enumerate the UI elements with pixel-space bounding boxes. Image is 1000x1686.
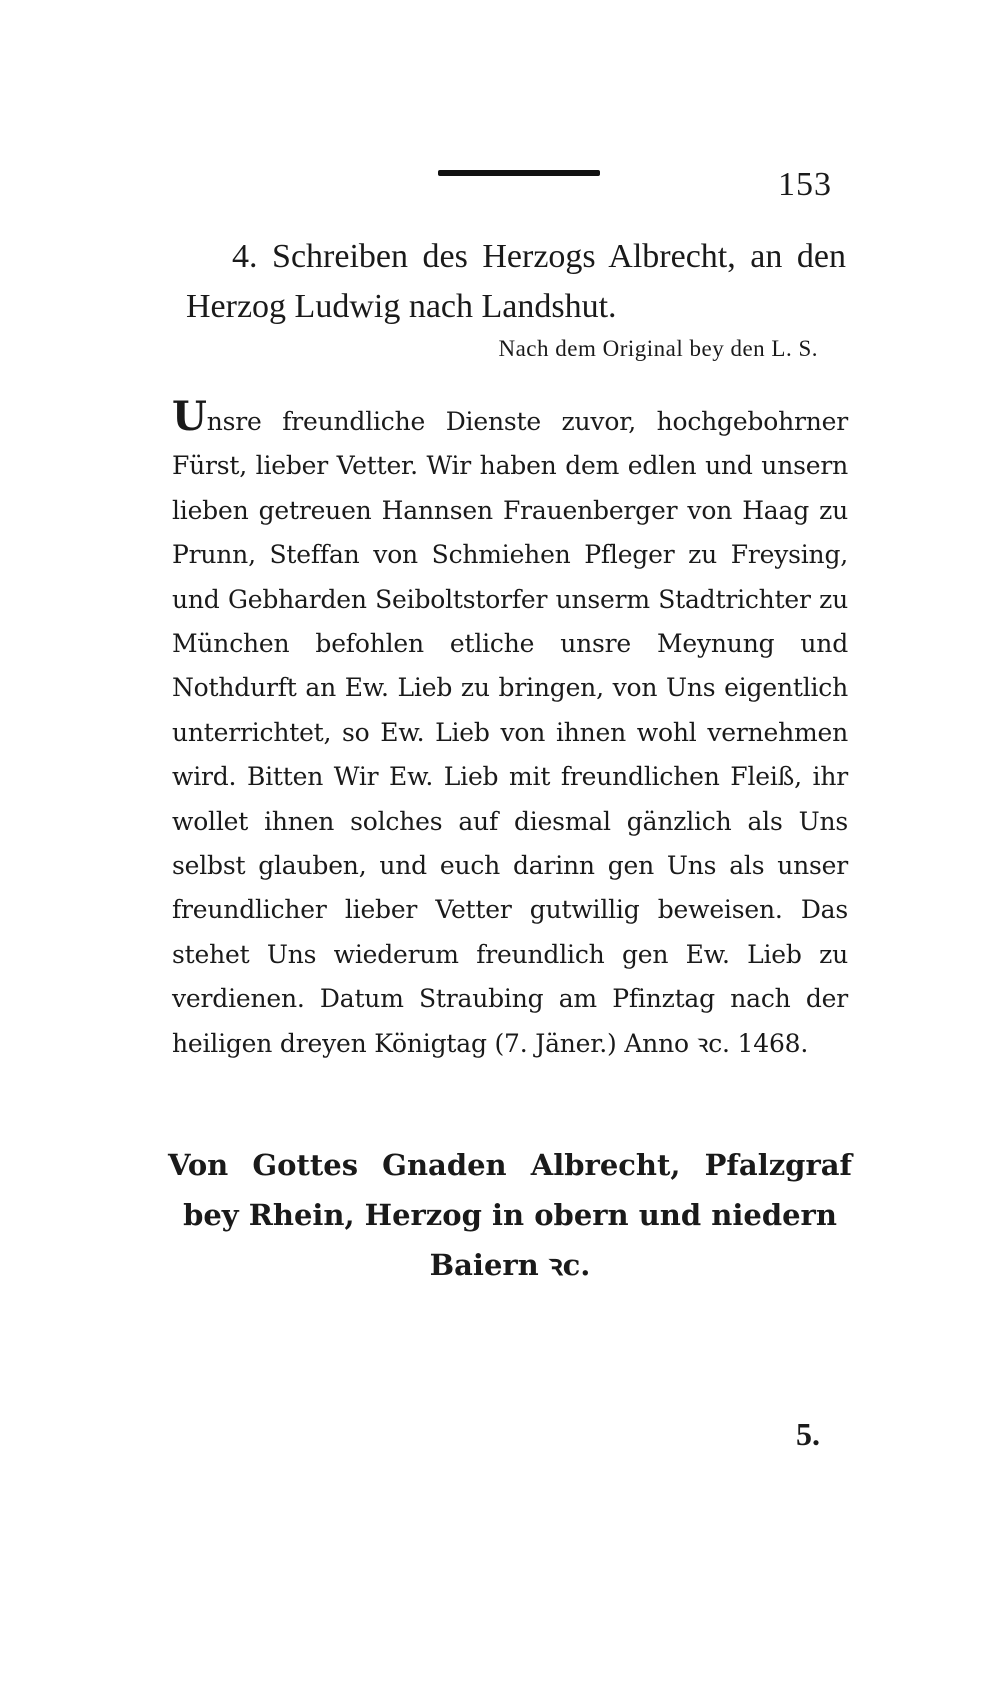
header-rule [438, 170, 600, 176]
signature-block [168, 1140, 852, 1290]
signature-line-3: Baiern ꝛc. [429, 1248, 591, 1282]
source-note: Nach dem Original bey den L. S. [498, 336, 818, 361]
signature-line-2: bey Rhein, Herzog in obern und niedern [183, 1198, 837, 1232]
signature-line-1: Von Gottes Gnaden Albrecht, Pfalzgraf [168, 1148, 852, 1182]
catchword: 5. [796, 1416, 820, 1452]
drop-initial: U [172, 393, 207, 440]
document-heading: 4. Schreiben des Herzogs Albrecht, an den Herzog Ludwig nach Landshut. [186, 238, 846, 325]
page-number: 153 [778, 166, 832, 203]
letter-body [172, 393, 848, 1066]
letter-text: nsre freundliche Dienste zuvor, hochgebohrner Fürst, lieber Vetter. Wir haben dem edlen und unsern lieben getreuen Hannsen Frauenberger von Haag zu Prunn, Steffan von Schmiehen Pfleger zu Freysing, und Gebharden Seiboltstorfer unserm Stadtrichter zu München befohlen etliche unsre Meynung und Nothdurft an Ew. Lieb zu bringen, von Uns eigentlich unterrichtet, so Ew. Lieb von ihnen wohl vernehmen wird. Bitten Wir Ew. Lieb mit freundlichen Fleiß, ihr wollet ihnen solches auf diesmal gänzlich als Uns selbst glauben, und euch darinn gen Uns als unser freundlicher lieber Vetter gutwillig beweisen. Das stehet Uns wiederum freundlich gen Ew. Lieb zu verdienen. Datum Straubing am Pfinztag nach der heiligen dreyen Königtag (7. Jäner.) Anno ꝛc. 1468. [172, 407, 848, 1058]
